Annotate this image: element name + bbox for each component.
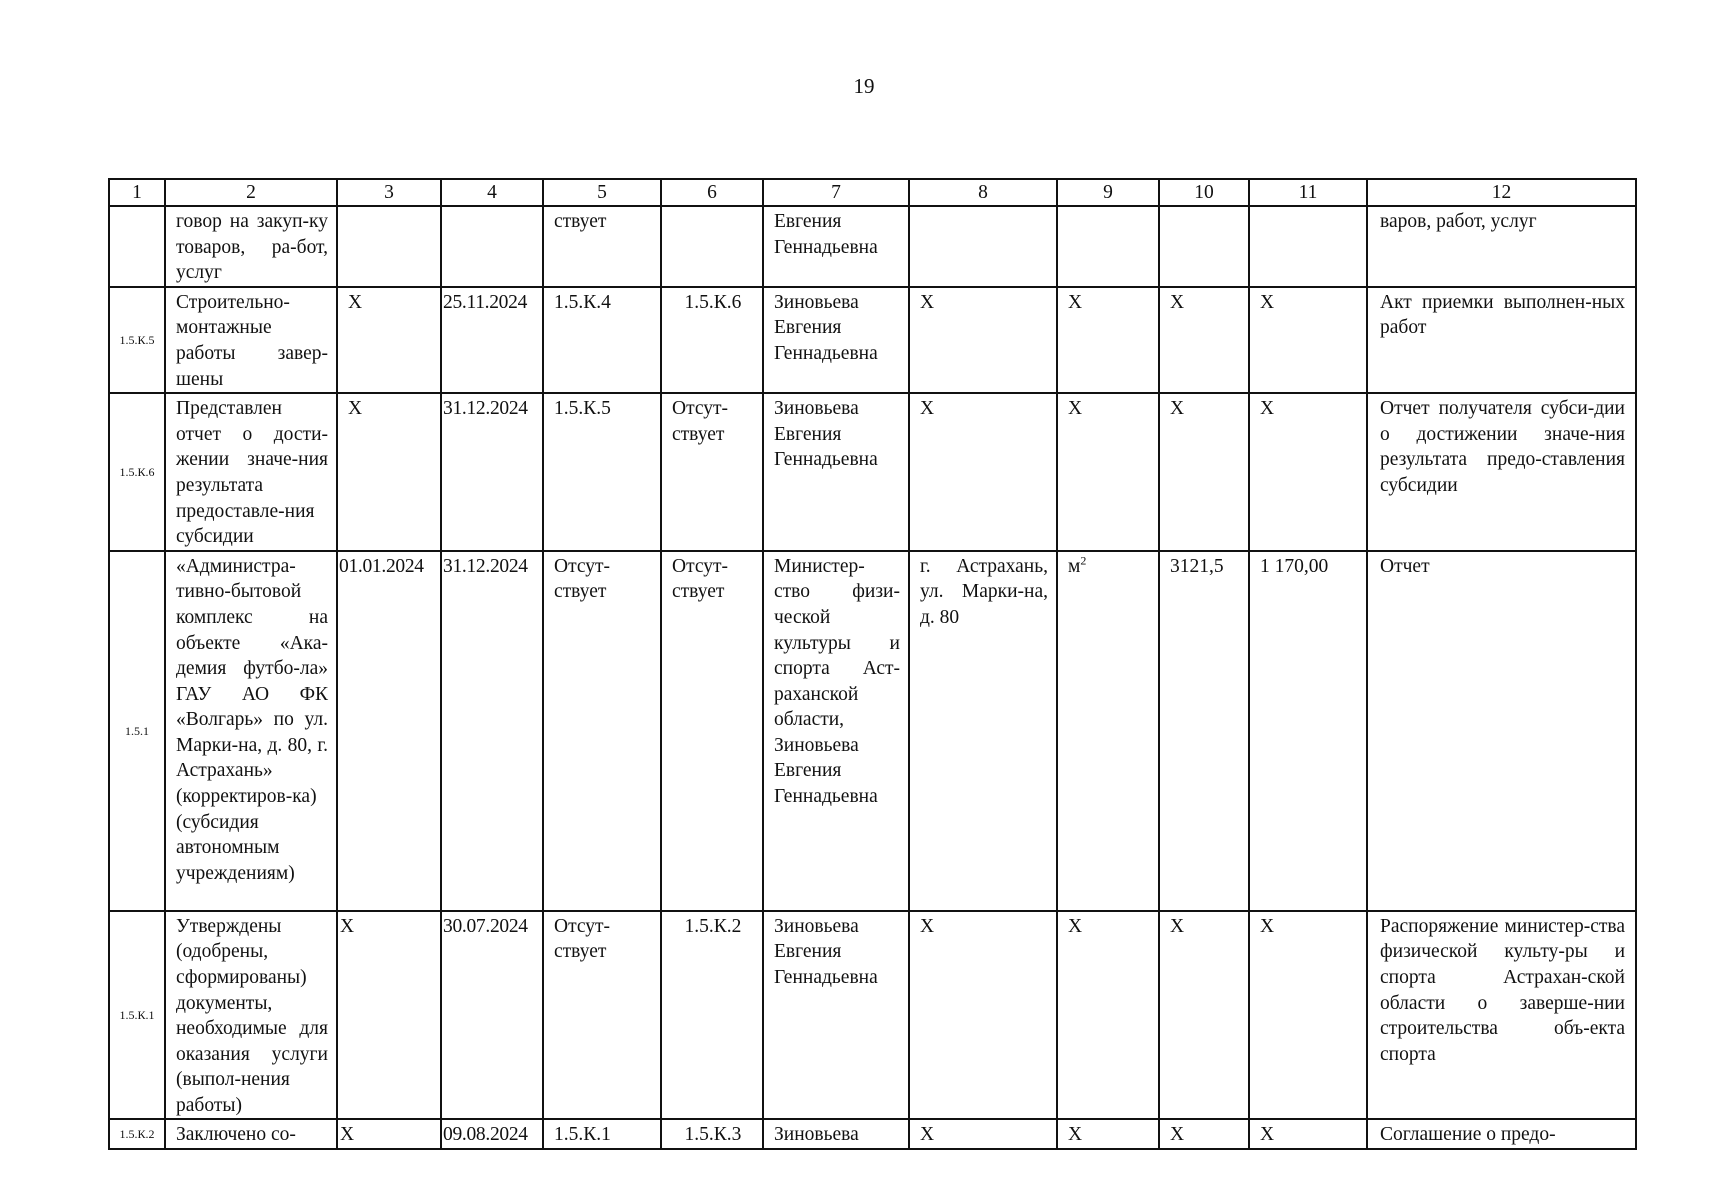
cell-end: 31.12.2024 — [441, 551, 543, 911]
column-number: 12 — [1367, 179, 1636, 206]
cell-document: Отчет получателя субси-дии о достижении значе-ния результата предо-ставления субсидии — [1367, 393, 1636, 551]
row-code: 1.5.К.6 — [109, 393, 165, 551]
column-number: 1 — [109, 179, 165, 206]
cell-successor: Отсут-ствует — [661, 393, 763, 551]
cell-start: X — [337, 1119, 441, 1149]
cell-responsible: Зиновьева Евгения Геннадьевна — [763, 393, 909, 551]
cell-value: X — [1159, 1119, 1249, 1149]
cell-start: X — [337, 393, 441, 551]
column-number: 10 — [1159, 179, 1249, 206]
table-row — [109, 551, 1636, 911]
column-number: 3 — [337, 179, 441, 206]
cell-address: X — [909, 393, 1057, 551]
cell-start: X — [337, 911, 441, 1120]
cell-successor: 1.5.К.6 — [661, 287, 763, 393]
cell-document: Соглашение о предо- — [1367, 1119, 1636, 1149]
column-number: 6 — [661, 179, 763, 206]
cell-responsible: Евгения Геннадьевна — [763, 206, 909, 287]
plan-table — [108, 178, 1637, 1150]
cell-unit: X — [1057, 393, 1159, 551]
unit-text: м — [1068, 555, 1081, 577]
cell-predecessor: 1.5.К.4 — [543, 287, 661, 393]
cell-document: Отчет — [1367, 551, 1636, 911]
cell-unit: X — [1057, 287, 1159, 393]
cell-address: г. Астрахань, ул. Марки-на, д. 80 — [909, 551, 1057, 911]
cell-successor: 1.5.К.2 — [661, 911, 763, 1120]
cell-value: X — [1159, 393, 1249, 551]
cell-address: X — [909, 287, 1057, 393]
column-number: 7 — [763, 179, 909, 206]
cell-responsible: Зиновьева Евгения Геннадьевна — [763, 287, 909, 393]
cell-address: X — [909, 911, 1057, 1120]
page-number: 19 — [853, 74, 875, 98]
cell-cost: X — [1249, 911, 1367, 1120]
column-number: 4 — [441, 179, 543, 206]
cell-end: 09.08.2024 — [441, 1119, 543, 1149]
table-row — [109, 1119, 1636, 1149]
column-number: 2 — [165, 179, 337, 206]
cell-responsible: Зиновьева — [763, 1119, 909, 1149]
cell-end: 30.07.2024 — [441, 911, 543, 1120]
cell-start: X — [337, 287, 441, 393]
cell-unit — [1057, 551, 1159, 911]
cell-address: X — [909, 1119, 1057, 1149]
row-code: 1.5.К.2 — [109, 1119, 165, 1149]
column-number-row — [109, 179, 1636, 206]
cell-value — [1159, 206, 1249, 287]
cell-successor: 1.5.К.3 — [661, 1119, 763, 1149]
cell-predecessor: 1.5.К.5 — [543, 393, 661, 551]
cell-cost: X — [1249, 393, 1367, 551]
column-number: 9 — [1057, 179, 1159, 206]
row-code — [109, 206, 165, 287]
table-row — [109, 911, 1636, 1120]
cell-start: 01.01.2024 — [337, 551, 441, 911]
table-row — [109, 206, 1636, 287]
cell-end: 25.11.2024 — [441, 287, 543, 393]
cell-unit — [1057, 206, 1159, 287]
cell-cost — [1249, 206, 1367, 287]
table-row — [109, 393, 1636, 551]
cell-end: 31.12.2024 — [441, 393, 543, 551]
cell-name: Представлен отчет о дости-жении значе-ния результата предоставле-ния субсидии — [165, 393, 337, 551]
cell-name: Заключено со- — [165, 1119, 337, 1149]
cell-value: X — [1159, 287, 1249, 393]
cell-responsible: Министер-ство физи-ческой культуры и спорта Аст-раханской области, Зиновьева Евгения Геннадьевна — [763, 551, 909, 911]
row-code: 1.5.К.1 — [109, 911, 165, 1120]
cell-value: 3121,5 — [1159, 551, 1249, 911]
column-number: 5 — [543, 179, 661, 206]
cell-successor: Отсут-ствует — [661, 551, 763, 911]
table-row — [109, 287, 1636, 393]
cell-start — [337, 206, 441, 287]
column-number: 11 — [1249, 179, 1367, 206]
cell-name: Строительно-монтажные работы завер-шены — [165, 287, 337, 393]
cell-name: Утверждены (одобрены, сформированы) документы, необходимые для оказания услуги (выпол-нения работы) — [165, 911, 337, 1120]
cell-responsible: Зиновьева Евгения Геннадьевна — [763, 911, 909, 1120]
row-code: 1.5.1 — [109, 551, 165, 911]
cell-document: Распоряжение министер-ства физической культу-ры и спорта Астрахан-ской области о заверше-нии строительства объ-екта спорта — [1367, 911, 1636, 1120]
cell-successor — [661, 206, 763, 287]
cell-end — [441, 206, 543, 287]
cell-address — [909, 206, 1057, 287]
cell-name: «Администра-тивно-бытовой комплекс на объекте «Ака-демия футбо-ла» ГАУ АО ФК «Волгарь» по ул. Марки-на, д. 80, г. Астрахань» (корректиров-ка) (субсидия автономным учреждениям) — [165, 551, 337, 911]
cell-value: X — [1159, 911, 1249, 1120]
cell-cost: 1 170,00 — [1249, 551, 1367, 911]
unit-superscript: 2 — [1080, 553, 1087, 568]
cell-predecessor: ствует — [543, 206, 661, 287]
cell-name: говор на закуп-ку товаров, ра-бот, услуг — [165, 206, 337, 287]
column-number: 8 — [909, 179, 1057, 206]
cell-cost: X — [1249, 1119, 1367, 1149]
row-code: 1.5.К.5 — [109, 287, 165, 393]
cell-unit: X — [1057, 1119, 1159, 1149]
cell-cost: X — [1249, 287, 1367, 393]
cell-predecessor: 1.5.К.1 — [543, 1119, 661, 1149]
cell-document: Акт приемки выполнен-ных работ — [1367, 287, 1636, 393]
cell-document: варов, работ, услуг — [1367, 206, 1636, 287]
cell-predecessor: Отсут-ствует — [543, 551, 661, 911]
cell-predecessor: Отсут-ствует — [543, 911, 661, 1120]
cell-unit: X — [1057, 911, 1159, 1120]
